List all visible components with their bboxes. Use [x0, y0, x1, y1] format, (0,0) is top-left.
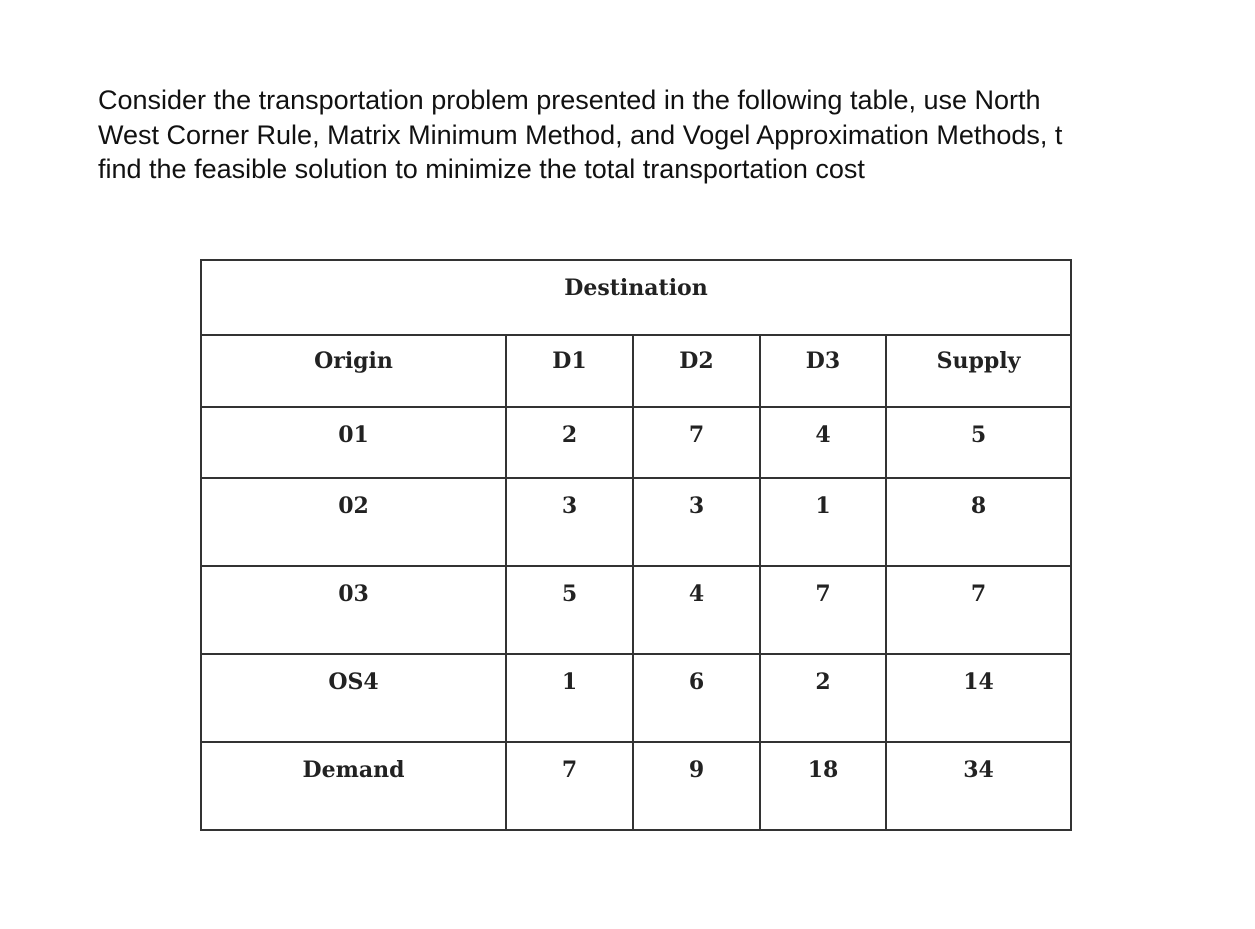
table-cell: [201, 566, 506, 654]
header-row: [201, 335, 1071, 407]
origin-label: OS4: [328, 669, 379, 695]
cost-value: 5: [561, 581, 578, 607]
cost-value: 1: [561, 669, 578, 695]
destination-title-row: [201, 260, 1071, 335]
table-cell: [760, 407, 886, 478]
table-cell: [886, 742, 1071, 830]
header-d1: D1: [552, 348, 587, 374]
origin-label: 02: [338, 493, 369, 519]
origin-label: 01: [338, 422, 369, 448]
cost-value: 2: [815, 669, 831, 695]
cost-value: 4: [815, 422, 831, 448]
table-cell: [760, 742, 886, 830]
table-cell: [201, 407, 506, 478]
table-cell: [633, 654, 760, 742]
table-row-o2: [201, 478, 1071, 566]
table-cell: [886, 478, 1071, 566]
cost-value: 1: [815, 493, 831, 519]
cost-value: 3: [561, 493, 578, 519]
supply-value: 8: [970, 493, 987, 519]
table-cell: [633, 478, 760, 566]
table-cell: [886, 654, 1071, 742]
table-row-os4: [201, 654, 1071, 742]
table-row-o1: [201, 407, 1071, 478]
cost-value: 7: [815, 581, 831, 607]
header-cell-supply: [886, 335, 1071, 407]
table-cell: [633, 742, 760, 830]
table-cell: [760, 566, 886, 654]
table-cell: [506, 478, 633, 566]
table-cell: [201, 478, 506, 566]
table-cell: [886, 566, 1071, 654]
demand-value: 18: [807, 757, 839, 783]
header-cell-d1: [506, 335, 633, 407]
header-cell-origin: [201, 335, 506, 407]
demand-value: 9: [688, 757, 705, 783]
transportation-table: [200, 259, 1072, 831]
demand-label: Demand: [302, 757, 405, 783]
table-cell: [760, 654, 886, 742]
cost-value: 6: [688, 669, 705, 695]
header-supply: Supply: [936, 348, 1021, 374]
problem-statement: [98, 83, 1238, 187]
supply-value: 5: [970, 422, 987, 448]
supply-value: 7: [970, 581, 987, 607]
table-cell: [633, 566, 760, 654]
total-value: 34: [963, 757, 994, 783]
header-cell-d3: [760, 335, 886, 407]
supply-value: 14: [963, 669, 994, 695]
header-d3: D3: [805, 348, 841, 374]
problem-line-1: Consider the transportation problem presented in the following table, use North: [98, 85, 1041, 115]
table-row-demand: [201, 742, 1071, 830]
header-origin: Origin: [314, 348, 393, 374]
table-cell: [201, 654, 506, 742]
destination-title: Destination: [564, 275, 708, 301]
table-cell: [760, 478, 886, 566]
table-cell: [506, 742, 633, 830]
table-cell: [633, 407, 760, 478]
table-cell: [506, 566, 633, 654]
header-cell-d2: [633, 335, 760, 407]
cost-value: 4: [688, 581, 705, 607]
destination-title-cell: [201, 260, 1071, 335]
header-d2: D2: [679, 348, 714, 374]
problem-line-2: West Corner Rule, Matrix Minimum Method, and Vogel Approximation Methods, t: [98, 119, 1063, 150]
problem-line-3: find the feasible solution to minimize the total transportation cost: [98, 154, 865, 184]
table-cell: [886, 407, 1071, 478]
table-cell: [506, 407, 633, 478]
table-cell: [506, 654, 633, 742]
cost-value: 2: [561, 422, 578, 448]
cost-value: 7: [688, 422, 705, 448]
demand-value: 7: [561, 757, 578, 783]
table-row-o3: [201, 566, 1071, 654]
origin-label: 03: [338, 581, 369, 607]
cost-value: 3: [688, 493, 705, 519]
table-cell: [201, 742, 506, 830]
